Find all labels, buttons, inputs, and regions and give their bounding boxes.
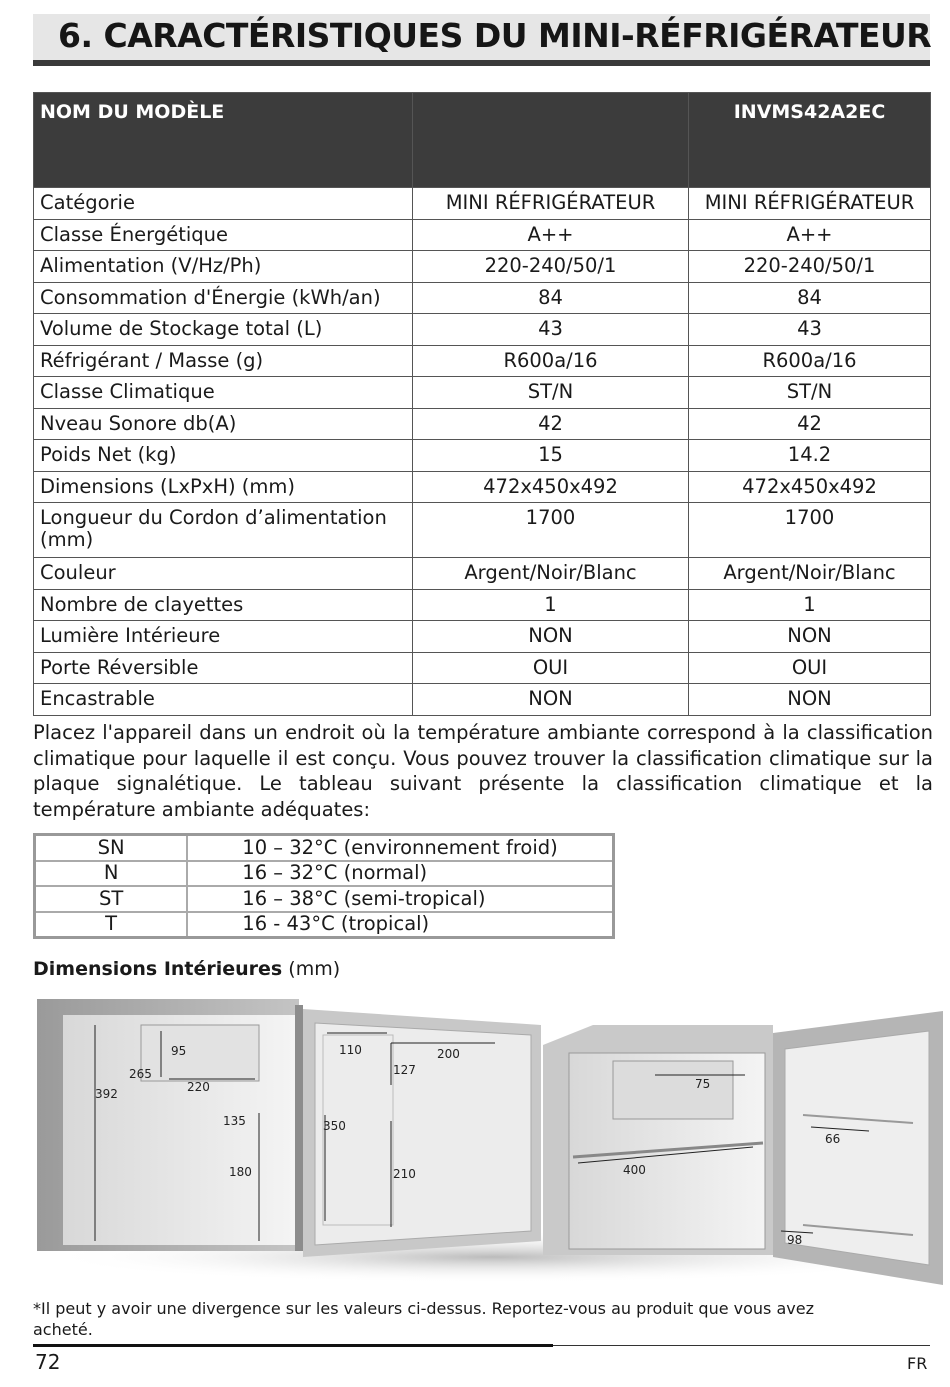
label-200: 200 — [437, 1047, 460, 1061]
spec-row — [34, 219, 931, 251]
spec-row — [34, 652, 931, 684]
spec-label: Longueur du Cordon d’alimentation (mm) — [34, 503, 413, 558]
climate-class: ST — [35, 886, 188, 912]
spec-value: OUI — [689, 652, 931, 684]
spec-row — [34, 471, 931, 503]
header-model-name: NOM DU MODÈLE — [34, 93, 413, 188]
spec-value: R600a/16 — [413, 345, 689, 377]
spec-row — [34, 621, 931, 653]
spec-row — [34, 188, 931, 220]
climate-range: 16 – 38°C (semi-tropical) — [187, 886, 613, 912]
spec-value: Argent/Noir/Blanc — [689, 558, 931, 590]
spec-label: Consommation d'Énergie (kWh/an) — [34, 282, 413, 314]
spec-row — [34, 503, 931, 558]
label-75: 75 — [695, 1077, 711, 1091]
spec-value: NON — [689, 621, 931, 653]
spec-label: Classe Climatique — [34, 377, 413, 409]
climate-row — [35, 886, 614, 912]
spec-row — [34, 251, 931, 283]
label-392: 392 — [95, 1087, 118, 1101]
label-95: 95 — [171, 1044, 187, 1058]
header-model-code: INVMS42A2EC — [689, 93, 931, 188]
label-127: 127 — [393, 1063, 416, 1077]
label-180: 180 — [229, 1165, 252, 1179]
dimensions-title-unit: (mm) — [288, 958, 341, 980]
header-empty — [413, 93, 689, 188]
spec-row — [34, 408, 931, 440]
spec-label: Porte Réversible — [34, 652, 413, 684]
spec-value: 15 — [413, 440, 689, 472]
climate-range: 10 – 32°C (environnement froid) — [187, 835, 613, 861]
spec-label: Nombre de clayettes — [34, 589, 413, 621]
label-220: 220 — [187, 1080, 210, 1094]
spec-row — [34, 345, 931, 377]
label-110: 110 — [339, 1043, 362, 1057]
fridge-dimensions-photo — [33, 995, 947, 1295]
spec-value: A++ — [413, 219, 689, 251]
spec-value: 43 — [413, 314, 689, 346]
spec-value: 84 — [413, 282, 689, 314]
language-code: FR — [907, 1354, 928, 1373]
spec-value: 1700 — [689, 503, 931, 558]
right-fridge — [543, 1025, 773, 1255]
spec-label: Réfrigérant / Masse (g) — [34, 345, 413, 377]
label-98: 98 — [787, 1233, 803, 1247]
spec-value: 43 — [689, 314, 931, 346]
climate-class: SN — [35, 835, 188, 861]
spec-row — [34, 314, 931, 346]
spec-value: 220-240/50/1 — [413, 251, 689, 283]
climate-row — [35, 912, 614, 938]
footnote: *Il peut y avoir une divergence sur les valeurs ci-dessus. Reportez-vous au produit que vous avez acheté. — [33, 1299, 814, 1339]
spec-label: Nveau Sonore db(A) — [34, 408, 413, 440]
spec-value: 220-240/50/1 — [689, 251, 931, 283]
spec-value: MINI RÉFRIGÉRATEUR — [689, 188, 931, 220]
spec-value: 472x450x492 — [413, 471, 689, 503]
climate-row — [35, 835, 614, 861]
page-number: 72 — [35, 1350, 61, 1374]
spec-value: A++ — [689, 219, 931, 251]
climate-range: 16 – 32°C (normal) — [187, 861, 613, 887]
spec-value: 472x450x492 — [689, 471, 931, 503]
climate-range: 16 - 43°C (tropical) — [187, 912, 613, 938]
dimensions-title — [33, 958, 340, 980]
spec-value: 1700 — [413, 503, 689, 558]
climate-row — [35, 861, 614, 887]
left-fridge — [37, 999, 303, 1251]
spec-row — [34, 282, 931, 314]
spec-value: 42 — [689, 408, 931, 440]
spec-label: Encastrable — [34, 684, 413, 716]
label-210: 210 — [393, 1167, 416, 1181]
spec-value: NON — [689, 684, 931, 716]
spec-value: NON — [413, 684, 689, 716]
climate-class: N — [35, 861, 188, 887]
spec-header-row — [34, 93, 931, 188]
spec-label: Alimentation (V/Hz/Ph) — [34, 251, 413, 283]
spec-value: 1 — [413, 589, 689, 621]
spec-table — [33, 92, 931, 716]
spec-label: Poids Net (kg) — [34, 440, 413, 472]
footer-rule-thick — [33, 1344, 553, 1347]
dimensions-title-bold: Dimensions Intérieures — [33, 958, 283, 980]
label-66: 66 — [825, 1132, 841, 1146]
spec-value: ST/N — [413, 377, 689, 409]
spec-label: Classe Énergétique — [34, 219, 413, 251]
spec-value: Argent/Noir/Blanc — [413, 558, 689, 590]
spec-value: ST/N — [689, 377, 931, 409]
spec-value: 1 — [689, 589, 931, 621]
spec-value: OUI — [413, 652, 689, 684]
spec-label: Volume de Stockage total (L) — [34, 314, 413, 346]
label-135: 135 — [223, 1114, 246, 1128]
label-400: 400 — [623, 1163, 646, 1177]
climate-paragraph: Placez l'appareil dans un endroit où la température ambiante correspond à la classification climatique pour laquelle il est conçu. Vous pouvez trouver la classification climatique sur la plaque signalétique. Le tableau suivant présente la classification climatique et la température ambiante adéquates: — [33, 721, 933, 821]
spec-label: Lumière Intérieure — [34, 621, 413, 653]
spec-value: R600a/16 — [689, 345, 931, 377]
label-350: 350 — [323, 1119, 346, 1133]
climate-class: T — [35, 912, 188, 938]
spec-row — [34, 589, 931, 621]
climate-table — [33, 833, 615, 939]
label-265: 265 — [129, 1067, 152, 1081]
spec-row — [34, 558, 931, 590]
spec-label: Couleur — [34, 558, 413, 590]
spec-row — [34, 440, 931, 472]
spec-label: Catégorie — [34, 188, 413, 220]
spec-value: 84 — [689, 282, 931, 314]
page-title: 6. CARACTÉRISTIQUES DU MINI-RÉFRIGÉRATEUR — [58, 16, 932, 55]
spec-value: MINI RÉFRIGÉRATEUR — [413, 188, 689, 220]
spec-value: 42 — [413, 408, 689, 440]
spec-value: 14.2 — [689, 440, 931, 472]
spec-label: Dimensions (LxPxH) (mm) — [34, 471, 413, 503]
spec-row — [34, 377, 931, 409]
spec-value: NON — [413, 621, 689, 653]
spec-row — [34, 684, 931, 716]
